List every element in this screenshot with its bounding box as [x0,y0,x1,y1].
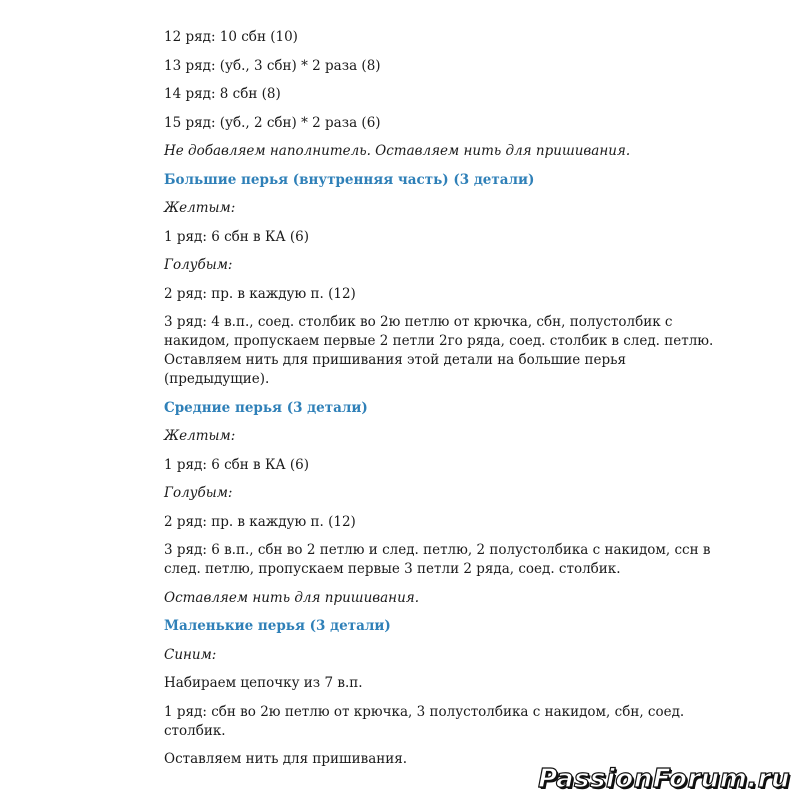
large-row-1: 1 ряд: 6 сбн в КА (6) [164,228,310,245]
small-note: Оставляем нить для пришивания. [164,751,408,767]
section-heading-medium-feathers: Средние перья (3 детали) [164,399,368,416]
medium-note: Оставляем нить для пришивания. [164,589,419,606]
large-row-2: 2 ряд: пр. в каждую п. (12) [164,285,356,302]
medium-row-2: 2 ряд: пр. в каждую п. (12) [164,513,356,530]
row-12: 12 ряд: 10 сбн (10) [164,29,298,45]
row-13: 13 ряд: (уб., 3 сбн) * 2 раза (8) [164,57,381,74]
medium-row-1: 1 ряд: 6 сбн в КА (6) [164,456,310,473]
section-heading-small-feathers: Маленькие перья (3 детали) [164,618,391,634]
color-label-blue: Голубым: [164,485,233,501]
color-label-dark-blue: Синим: [164,646,217,663]
document-page [164,28,724,779]
row-14: 14 ряд: 8 сбн (8) [164,86,281,102]
color-label-blue: Голубым: [164,257,233,273]
section-heading-large-feathers: Большие перья (внутренняя часть) (3 детали) [164,171,535,188]
small-row-1: 1 ряд: сбн во 2ю петлю от крючка, 3 полустолбика с накидом, сбн, соед. столбик. [164,703,685,739]
color-label-yellow: Желтым: [164,428,236,444]
note-no-filling: Не добавляем наполнитель. Оставляем нить для пришивания. [164,143,631,159]
small-chain: Набираем цепочку из 7 в.п. [164,675,363,691]
color-label-yellow: Желтым: [164,200,236,216]
large-row-3: 3 ряд: 4 в.п., соед. столбик во 2ю петлю от крючка, сбн, полустолбик с накидом, пропускаем первые 2 петли 2го ряда, соед. столбик в след. петлю. Оставляем нить для пришивания этой детали на большие перья (предыдущие). [164,314,714,387]
row-15: 15 ряд: (уб., 2 сбн) * 2 раза (6) [164,114,381,131]
medium-row-3: 3 ряд: 6 в.п., сбн во 2 петлю и след. петлю, 2 полустолбика с накидом, ссн в след. петлю, пропускаем первые 3 петли 2 ряда, соед. столбик. [164,542,711,577]
watermark-logo: PassionForum.ru [538,764,790,794]
